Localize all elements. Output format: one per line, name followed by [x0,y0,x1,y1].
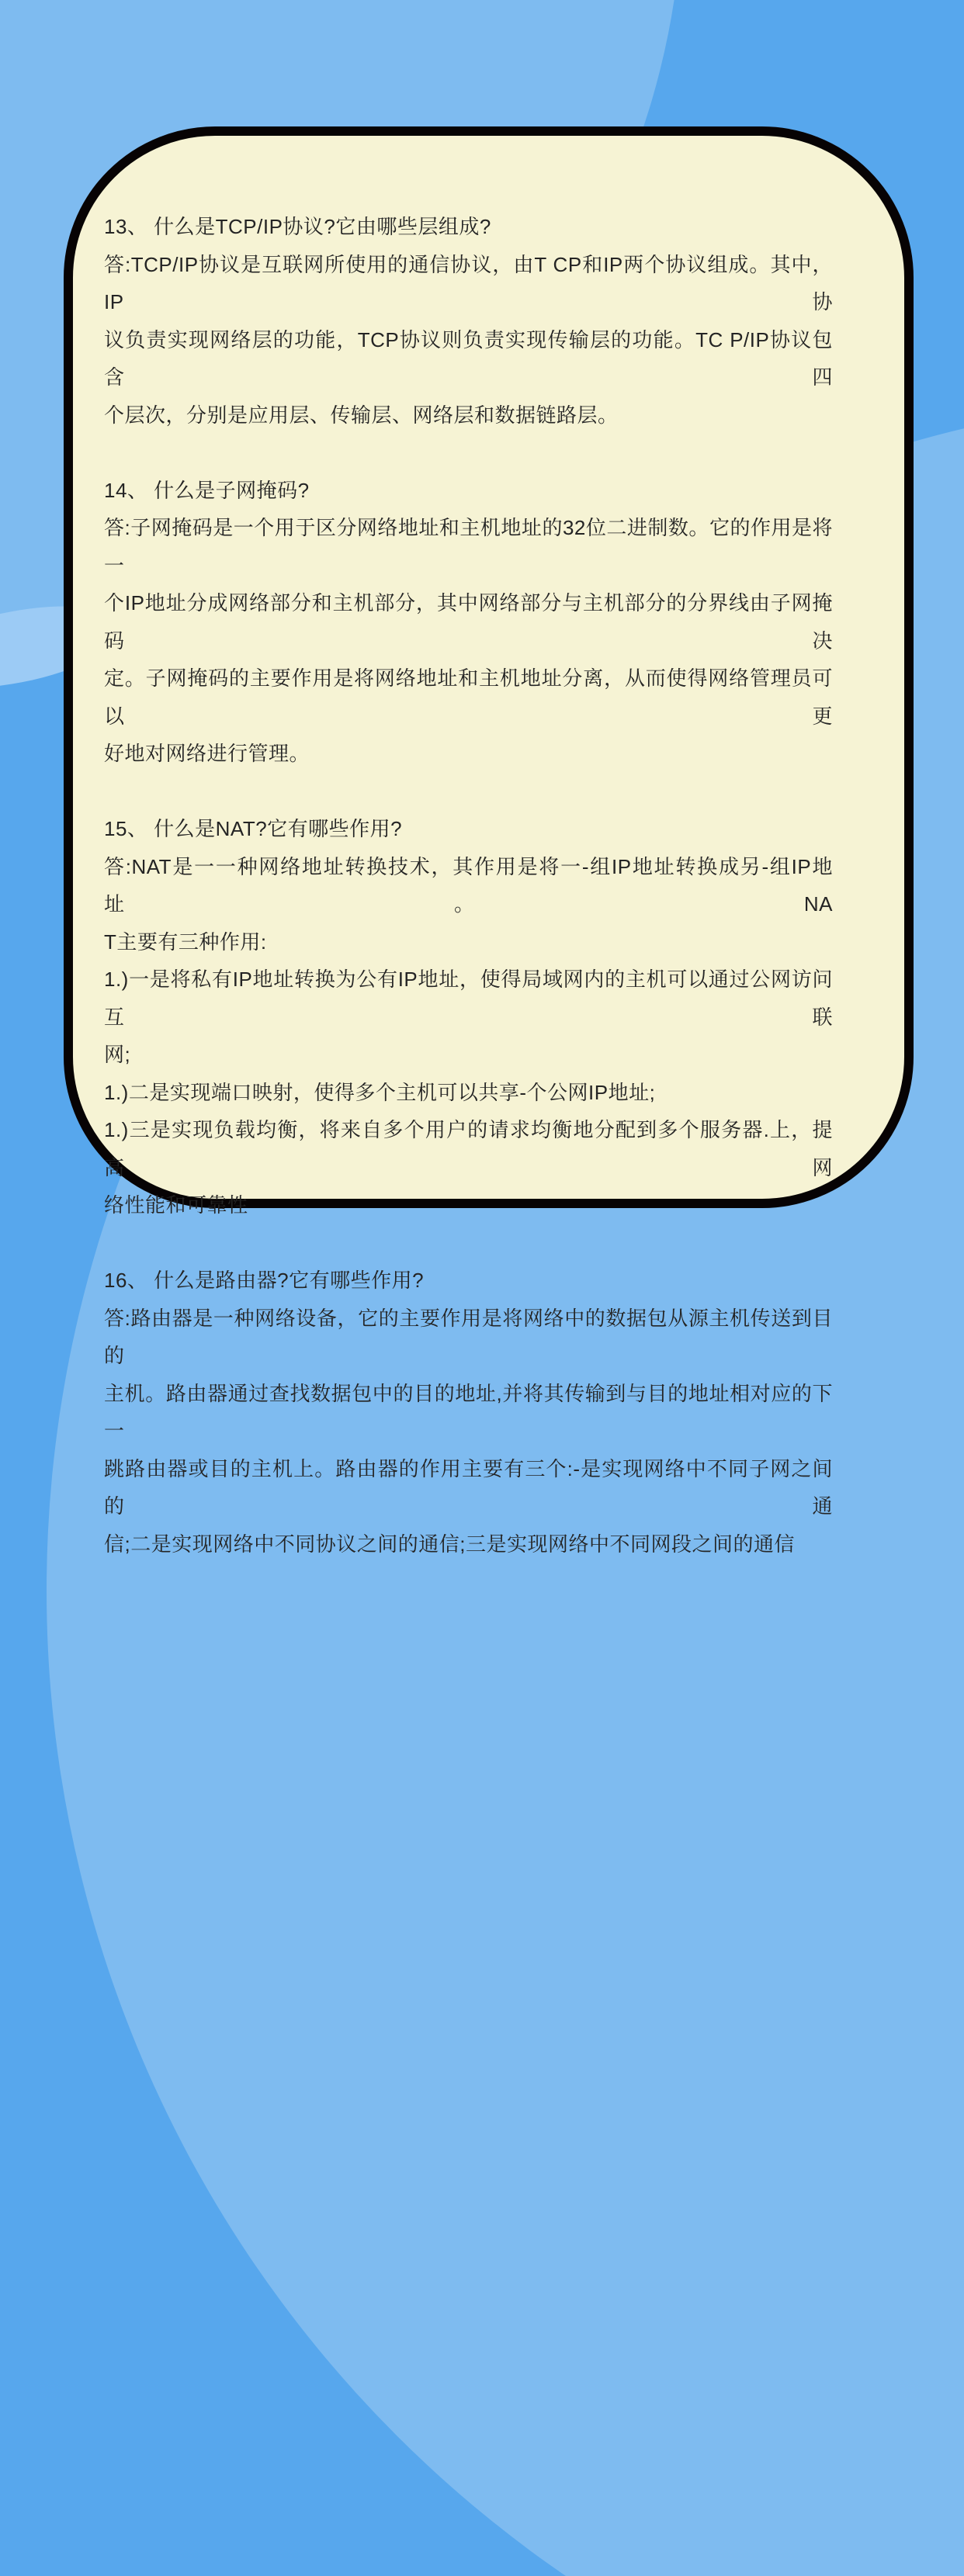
qa-section-15 [104,810,833,1224]
question-15: 15、 什么是NAT?它有哪些作用? [104,817,403,840]
answer-13-line: 议负责实现网络层的功能，TCP协议则负责实现传输层的功能。TC P/IP协议包含四 [104,327,833,389]
answer-15-line: 1.)三是实现负载均衡，将来自多个用户的请求均衡地分配到多个服务器.上，提高网 [104,1118,833,1179]
answer-16-line: 答:路由器是一种网络设备，它的主要作用是将网络中的数据包从源主机传送到目的 [104,1306,833,1367]
answer-14-line: 个IP地址分成网络部分和主机部分，其中网络部分与主机部分的分界线由子网掩码决 [104,591,833,653]
answer-14-line: 好地对网络进行管理。 [104,742,310,765]
answer-15-line: 网; [104,1043,131,1066]
answer-15-line: 1.)二是实现端口映射，使得多个主机可以共享-个公网IP地址; [104,1080,656,1104]
answer-14-line: 定。子网掩码的主要作用是将网络地址和主机地址分离，从而使得网络管理员可以更 [104,667,833,728]
answer-16-line: 跳路由器或目的主机上。路由器的作用主要有三个:-是实现网络中不同子网之间的通 [104,1456,833,1518]
answer-15-line: T主要有三种作用: [104,930,267,954]
question-16: 16、 什么是路由器?它有哪些作用? [104,1269,425,1292]
answer-16-line: 信;二是实现网络中不同协议之间的通信;三是实现网络中不同网段之间的通信 [104,1532,795,1556]
answer-14-line: 答:子网掩码是一个用于区分网络地址和主机地址的32位二进制数。它的作用是将一 [104,516,833,577]
qa-section-16 [104,1262,833,1563]
answer-15-line: 1.)一是将私有IP地址转换为公有IP地址，使得局域网内的主机可以通过公网访问互联 [104,968,833,1029]
answer-16-line: 主机。路由器通过查找数据包中的目的地址,并将其传输到与目的地址相对应的下一 [104,1381,833,1442]
answer-13-line: 个层次，分别是应用层、传输层、网络层和数据链路层。 [104,403,619,427]
qa-section-13 [104,208,833,434]
question-13: 13、 什么是TCP/IP协议?它由哪些层组成? [104,215,491,238]
answer-15-line: 络性能和可靠性 [104,1193,248,1217]
answer-15-line: 答:NAT是一一种网络地址转换技术，其作用是将一-组IP地址转换成另-组IP地址。NA [104,854,833,916]
qa-notes-card [64,126,914,1556]
answer-13-line: 答:TCP/IP协议是互联网所使用的通信协议，由T CP和IP两个协议组成。其中，IP协 [104,252,833,313]
question-14: 14、 什么是子网掩码? [104,478,310,502]
qa-section-14 [104,472,833,773]
